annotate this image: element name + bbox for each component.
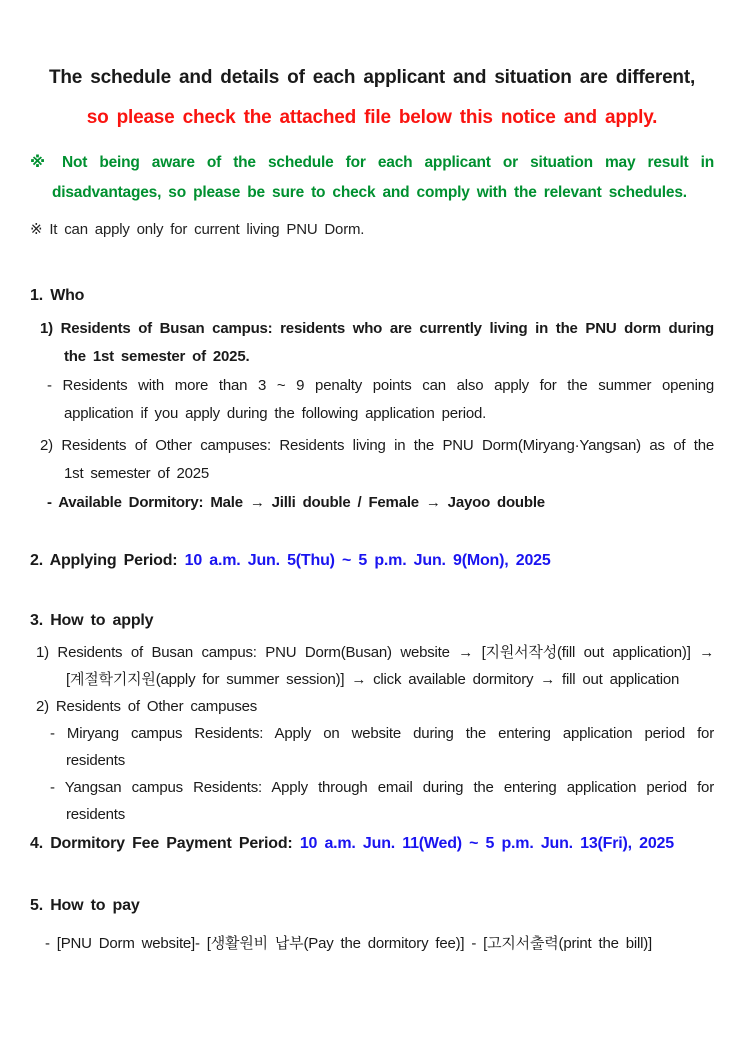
eligibility-note bbox=[30, 216, 714, 243]
warning-note-green bbox=[30, 148, 714, 208]
section-payment-period bbox=[30, 830, 714, 858]
apply-item-busan: 1) Residents of Busan campus: PNU Dorm(Busan) website → [지원서작성(fill out application)] → [계절학기지원(apply for summer session)] → click available dormitory → fill out application bbox=[36, 644, 714, 688]
who-item-busan-penalty-note: - Residents with more than 3 ~ 9 penalty points can also apply for the summer opening application if you apply during the following application period. bbox=[47, 377, 714, 422]
section-how-to-pay-title: 5. How to pay bbox=[30, 897, 140, 914]
eligibility-note-text: It can apply only for current living PNU Dorm. bbox=[49, 221, 365, 238]
reference-mark-icon: ※ bbox=[30, 154, 50, 171]
section-applying-period bbox=[30, 547, 714, 575]
section-how-to-apply-title: 3. How to apply bbox=[30, 612, 154, 629]
payment-period-label: 4. Dormitory Fee Payment Period: bbox=[30, 835, 293, 852]
apply-item-miryang: - Miryang campus Residents: Apply on website during the entering application period for residents bbox=[50, 725, 714, 769]
who-item-available-dormitory: - Available Dormitory: Male → Jilli double / Female → Jayoo double bbox=[47, 494, 545, 511]
section-who-title: 1. Who bbox=[30, 287, 85, 304]
payment-period-value: 10 a.m. Jun. 11(Wed) ~ 5 p.m. Jun. 13(Fri), 2025 bbox=[299, 835, 674, 852]
warning-note-green-text: Not being aware of the schedule for each applicant or situation may result in disadvantages, so please be sure to check and comply with the relevant schedules. bbox=[52, 154, 714, 201]
applying-period-label: 2. Applying Period: bbox=[30, 552, 178, 569]
applying-period-value: 10 a.m. Jun. 5(Thu) ~ 5 p.m. Jun. 9(Mon), 2025 bbox=[184, 552, 551, 569]
pay-item-steps: - [PNU Dorm website]- [생활원비 납부(Pay the dormitory fee)] - [고지서출력(print the bill)] bbox=[45, 935, 653, 952]
who-item-other-campuses: 2) Residents of Other campuses: Residents living in the PNU Dorm(Miryang·Yangsan) as of the 1st semester of 2025 bbox=[40, 437, 714, 482]
who-item-busan: 1) Residents of Busan campus: residents who are currently living in the PNU dorm during the 1st semester of 2025. bbox=[40, 320, 714, 365]
reference-mark-icon: ※ bbox=[30, 221, 43, 238]
apply-item-other-campuses: 2) Residents of Other campuses bbox=[36, 698, 258, 715]
notice-title-line2: so please check the attached file below this notice and apply. bbox=[86, 107, 658, 128]
apply-item-yangsan: - Yangsan campus Residents: Apply through email during the entering application period for residents bbox=[50, 779, 714, 823]
notice-title-line1: The schedule and details of each applicant and situation are different, bbox=[48, 67, 696, 88]
